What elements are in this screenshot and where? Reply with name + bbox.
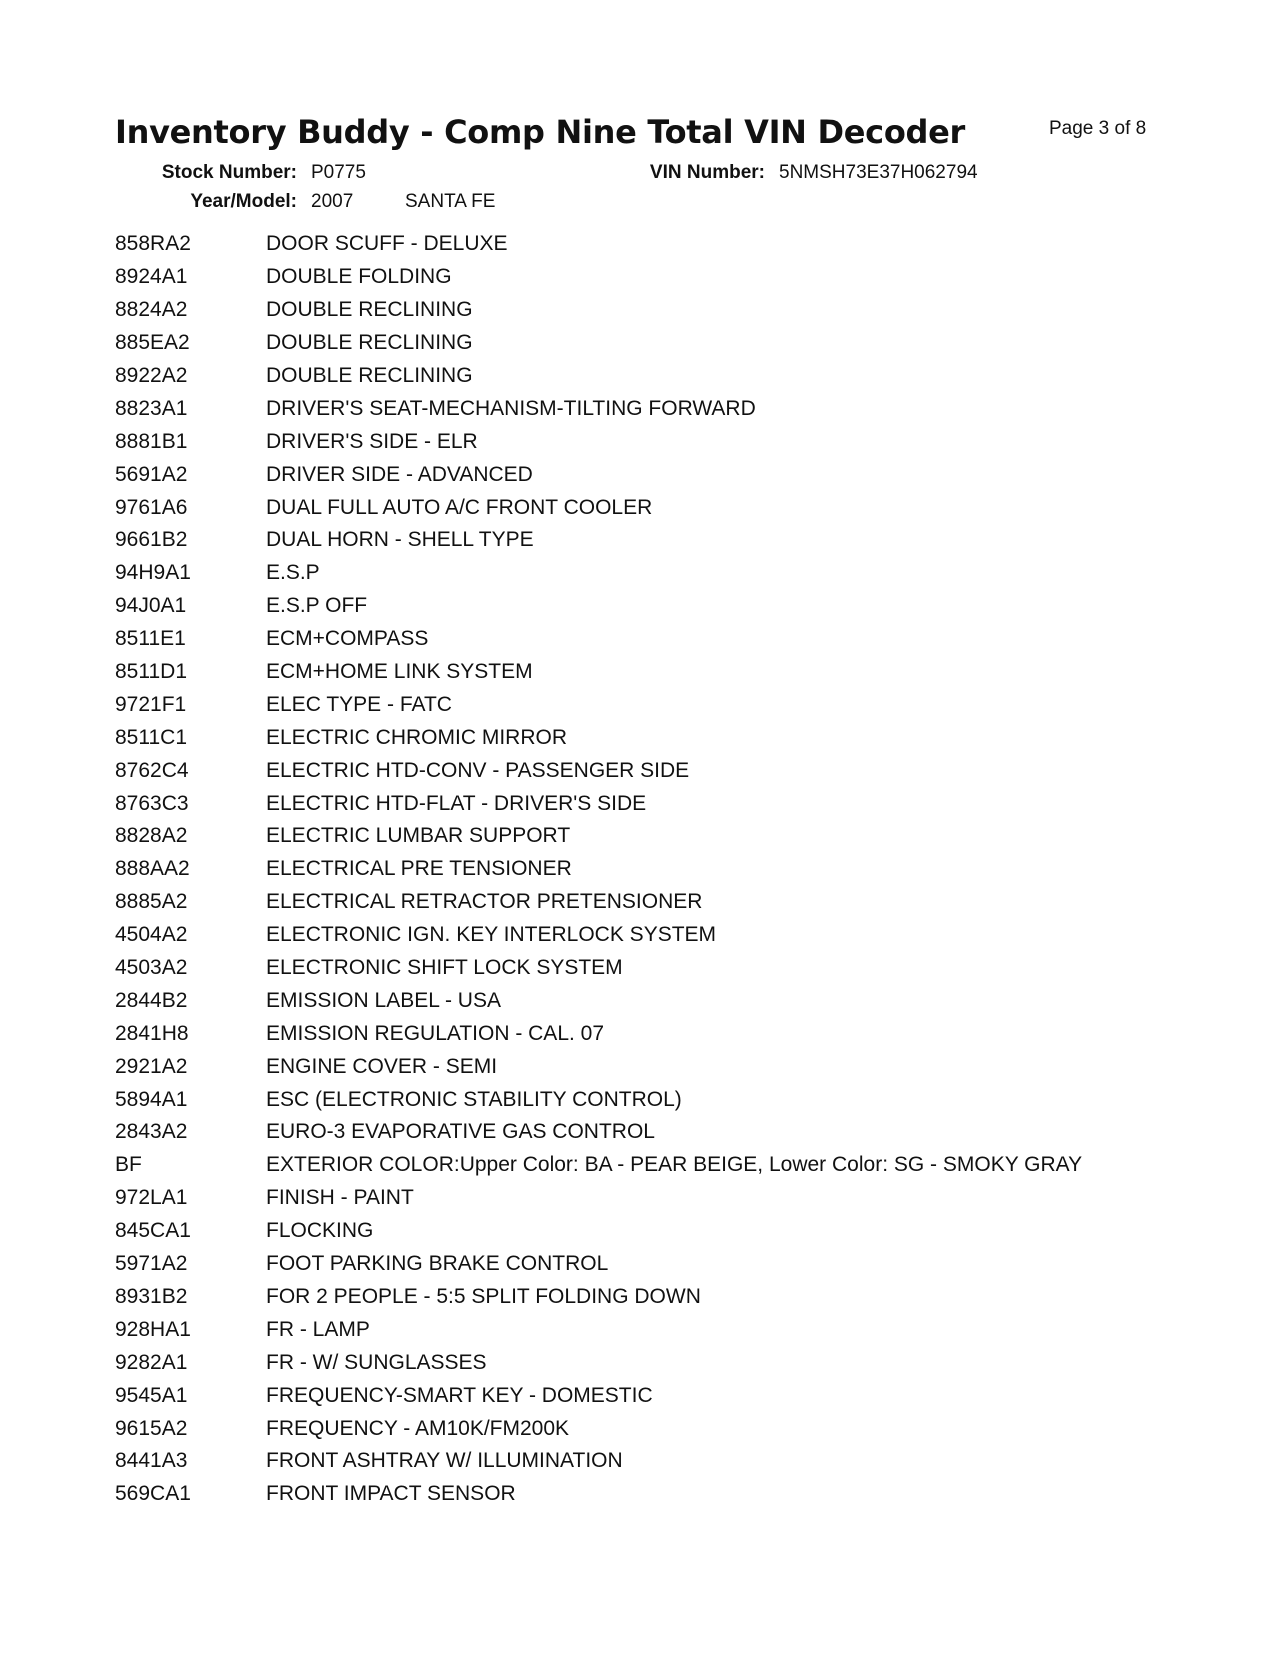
year-model-label: Year/Model: (190, 191, 297, 212)
option-description: FRONT ASHTRAY W/ ILLUMINATION (266, 1449, 623, 1473)
page-number: Page 3 of 8 (1049, 118, 1147, 139)
option-row (115, 1478, 1165, 1511)
option-code: 8511E1 (115, 627, 186, 651)
option-code: 8881B1 (115, 429, 188, 453)
option-code: 8441A3 (115, 1449, 188, 1473)
option-code: 8924A1 (115, 265, 188, 289)
option-code: 8511C1 (115, 725, 188, 749)
option-code: 569CA1 (115, 1482, 191, 1506)
option-description: DOOR SCUFF - DELUXE (266, 232, 508, 256)
option-description: DOUBLE FOLDING (266, 265, 452, 289)
option-description: FLOCKING (266, 1219, 374, 1243)
option-row (115, 787, 1165, 820)
option-code: 8823A1 (115, 396, 188, 420)
option-row (115, 327, 1165, 360)
option-description: EXTERIOR COLOR:Upper Color: BA - PEAR BEIGE, Lower Color: SG - SMOKY GRAY (266, 1153, 1083, 1177)
option-code: 2843A2 (115, 1120, 188, 1144)
option-code: 5691A2 (115, 462, 188, 486)
option-row (115, 228, 1165, 261)
option-row (115, 1215, 1165, 1248)
option-row (115, 1412, 1165, 1445)
option-code: 845CA1 (115, 1219, 191, 1243)
option-row (115, 1182, 1165, 1215)
option-code: 8511D1 (115, 660, 188, 684)
option-row (115, 392, 1165, 425)
option-row (115, 294, 1165, 327)
option-row (115, 1017, 1165, 1050)
option-code-list (115, 228, 1165, 1511)
option-code: 9615A2 (115, 1416, 188, 1440)
option-description: EMISSION REGULATION - CAL. 07 (266, 1021, 605, 1045)
option-description: FR - W/ SUNGLASSES (266, 1350, 487, 1374)
option-description: ESC (ELECTRONIC STABILITY CONTROL) (266, 1087, 682, 1111)
option-description: ECM+COMPASS (266, 627, 429, 651)
option-row (115, 425, 1165, 458)
option-code: 928HA1 (115, 1317, 191, 1341)
option-description: ELECTRIC HTD-CONV - PASSENGER SIDE (266, 758, 690, 782)
option-code: 5894A1 (115, 1087, 188, 1111)
option-code: 8824A2 (115, 298, 188, 322)
option-description: FINISH - PAINT (266, 1186, 414, 1210)
option-row (115, 1083, 1165, 1116)
option-row (115, 984, 1165, 1017)
option-description: E.S.P (266, 561, 320, 585)
option-row (115, 491, 1165, 524)
option-description: ECM+HOME LINK SYSTEM (266, 660, 533, 684)
option-row (115, 688, 1165, 721)
option-description: ELECTRIC CHROMIC MIRROR (266, 725, 568, 749)
option-code: 8763C3 (115, 791, 189, 815)
option-row (115, 853, 1165, 886)
option-description: FOOT PARKING BRAKE CONTROL (266, 1252, 609, 1276)
option-description: DOUBLE RECLINING (266, 331, 473, 355)
option-row (115, 820, 1165, 853)
option-row (115, 1116, 1165, 1149)
option-description: DUAL HORN - SHELL TYPE (266, 528, 534, 552)
option-row (115, 1313, 1165, 1346)
option-code: 4503A2 (115, 956, 188, 980)
option-code: 8762C4 (115, 758, 189, 782)
option-description: ENGINE COVER - SEMI (266, 1054, 498, 1078)
option-description: DOUBLE RECLINING (266, 298, 473, 322)
option-row (115, 1050, 1165, 1083)
option-row (115, 360, 1165, 393)
option-row (115, 590, 1165, 623)
option-row (115, 952, 1165, 985)
option-description: ELECTRIC LUMBAR SUPPORT (266, 824, 571, 848)
option-description: FRONT IMPACT SENSOR (266, 1482, 516, 1506)
option-description: DRIVER'S SEAT-MECHANISM-TILTING FORWARD (266, 396, 756, 420)
option-description: DRIVER'S SIDE - ELR (266, 429, 478, 453)
option-description: ELECTRONIC IGN. KEY INTERLOCK SYSTEM (266, 923, 717, 947)
option-description: ELECTRIC HTD-FLAT - DRIVER'S SIDE (266, 791, 647, 815)
option-code: 888AA2 (115, 857, 190, 881)
option-row (115, 721, 1165, 754)
option-code: 885EA2 (115, 331, 190, 355)
option-description: EMISSION LABEL - USA (266, 988, 501, 1012)
option-code: 9721F1 (115, 692, 187, 716)
option-code: 9545A1 (115, 1383, 188, 1407)
option-description: FREQUENCY - AM10K/FM200K (266, 1416, 570, 1440)
option-code: 9661B2 (115, 528, 188, 552)
option-description: ELECTRICAL RETRACTOR PRETENSIONER (266, 890, 703, 914)
option-description: FR - LAMP (266, 1317, 370, 1341)
option-code: 2844B2 (115, 988, 188, 1012)
option-row (115, 919, 1165, 952)
option-description: FOR 2 PEOPLE - 5:5 SPLIT FOLDING DOWN (266, 1284, 701, 1308)
option-code: 972LA1 (115, 1186, 188, 1210)
option-code: 8931B2 (115, 1284, 188, 1308)
option-description: ELECTRONIC SHIFT LOCK SYSTEM (266, 956, 623, 980)
option-code: BF (115, 1153, 142, 1177)
option-row (115, 557, 1165, 590)
option-description: FREQUENCY-SMART KEY - DOMESTIC (266, 1383, 653, 1407)
vin-number-label: VIN Number: (649, 162, 765, 183)
document-title: Inventory Buddy - Comp Nine Total VIN Decoder (115, 113, 966, 151)
option-row (115, 1281, 1165, 1314)
option-row (115, 261, 1165, 294)
option-row (115, 623, 1165, 656)
option-description: ELECTRICAL PRE TENSIONER (266, 857, 572, 881)
stock-number-value: P0775 (311, 162, 366, 183)
option-description: E.S.P OFF (266, 594, 368, 618)
option-code: 858RA2 (115, 232, 191, 256)
option-row (115, 1445, 1165, 1478)
option-description: DOUBLE RECLINING (266, 364, 473, 387)
vin-number-value: 5NMSH73E37H062794 (779, 162, 978, 183)
option-row (115, 1149, 1165, 1182)
option-code: 5971A2 (115, 1252, 188, 1276)
option-description: EURO-3 EVAPORATIVE GAS CONTROL (266, 1120, 655, 1144)
stock-number-label: Stock Number: (161, 162, 297, 183)
option-code: 94J0A1 (115, 594, 187, 618)
option-row (115, 656, 1165, 689)
option-description: ELEC TYPE - FATC (266, 692, 452, 716)
option-row (115, 754, 1165, 787)
year-value: 2007 (311, 191, 354, 212)
option-row (115, 1248, 1165, 1281)
option-code: 2921A2 (115, 1054, 188, 1078)
option-row (115, 458, 1165, 491)
option-code: 8922A2 (115, 364, 188, 387)
option-code: 4504A2 (115, 923, 188, 947)
option-code: 8885A2 (115, 890, 188, 914)
option-description: DUAL FULL AUTO A/C FRONT COOLER (266, 495, 653, 519)
option-row (115, 1346, 1165, 1379)
option-code: 2841H8 (115, 1021, 189, 1045)
option-code: 8828A2 (115, 824, 188, 848)
option-code: 9282A1 (115, 1350, 188, 1374)
option-code: 94H9A1 (115, 561, 191, 585)
option-row (115, 524, 1165, 557)
option-row (115, 886, 1165, 919)
option-row (115, 1379, 1165, 1412)
option-code: 9761A6 (115, 495, 188, 519)
option-description: DRIVER SIDE - ADVANCED (266, 462, 533, 486)
model-value: SANTA FE (405, 191, 496, 212)
